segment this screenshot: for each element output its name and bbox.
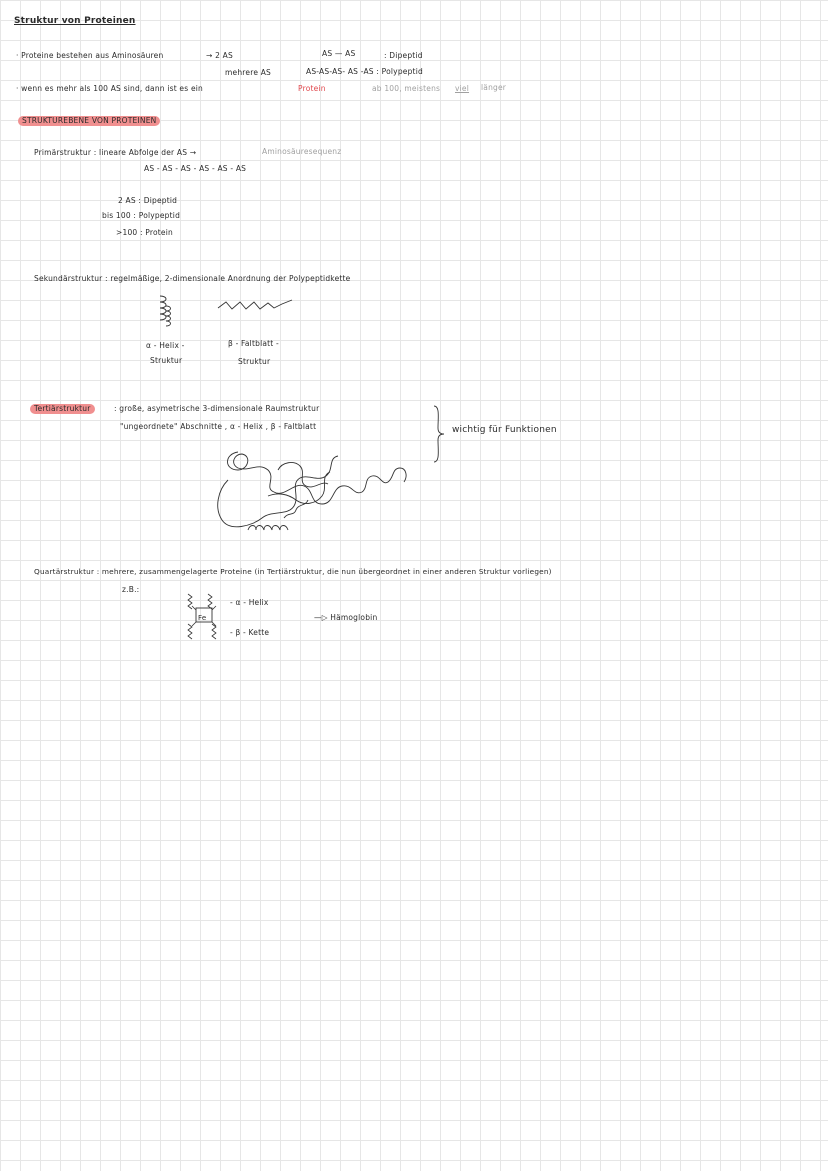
primary-list-item: 2 AS : Dipeptid <box>118 196 178 205</box>
secondary-line: Sekundärstruktur : regelmäßige, 2-dimensionale Anordnung der Polypeptidkette <box>34 274 351 283</box>
tertiary-structure-drawing <box>208 440 408 550</box>
curly-brace-icon <box>432 404 446 464</box>
tertiary-line-2: "ungeordnete" Abschnitte , α - Helix , β - Faltblatt <box>120 422 317 431</box>
intro-line-3e: länger <box>481 83 507 92</box>
tertiary-line-1: : große, asymetrische 3-dimensionale Raumstruktur <box>114 404 320 413</box>
primary-line-2: AS - AS - AS - AS - AS - AS <box>144 164 247 173</box>
intro-line-2b: AS-AS-AS- AS -AS : Polypeptid <box>306 67 423 76</box>
page-title: Struktur von Proteinen <box>14 16 136 26</box>
primary-list-item: bis 100 : Polypeptid <box>102 211 181 220</box>
primary-sequence-term: Aminosäuresequenz <box>262 147 342 156</box>
quaternary-example-label: z.B.: <box>122 585 140 594</box>
beta-sheet-icon <box>216 296 296 316</box>
intro-line-2a: mehrere AS <box>225 68 272 77</box>
quaternary-beta-label: - β - Kette <box>230 628 270 637</box>
tertiary-label: Tertiärstruktur <box>30 404 95 414</box>
alpha-helix-label: α - Helix - <box>146 341 185 350</box>
quaternary-line: Quartärstruktur : mehrere, zusammengelagerte Proteine (in Tertiärstruktur, die nun übergeordnet in einer anderen Struktur vorliegen) <box>34 567 552 576</box>
intro-line-1b: → 2 AS <box>206 51 233 60</box>
intro-line-3a: · wenn es mehr als 100 AS sind, dann ist es ein <box>16 84 203 93</box>
alpha-helix-label-2: Struktur <box>150 356 183 365</box>
intro-line-1c: AS — AS <box>322 49 356 58</box>
primary-line-1: Primärstruktur : lineare Abfolge der AS → <box>34 148 197 157</box>
beta-sheet-label: β - Faltblatt - <box>228 339 279 348</box>
intro-line-3c: ab 100, meistens <box>372 84 441 93</box>
alpha-helix-icon <box>150 292 190 332</box>
intro-line-1d: : Dipeptid <box>384 51 423 60</box>
beta-sheet-label-2: Struktur <box>238 357 271 366</box>
intro-line-3d: viel <box>455 84 470 93</box>
quaternary-alpha-label: - α - Helix <box>230 598 269 607</box>
protein-highlight: Protein <box>298 84 326 93</box>
fe-label: Fe <box>198 614 207 622</box>
tertiary-side-note: wichtig für Funktionen <box>452 425 557 435</box>
section-heading: STRUKTUREBENE VON PROTEINEN <box>18 116 160 126</box>
intro-line-1a: · Proteine bestehen aus Aminosäuren <box>16 51 164 60</box>
hemoglobin-label: —▷ Hämoglobin <box>314 613 378 622</box>
primary-list-item: >100 : Protein <box>116 228 173 237</box>
